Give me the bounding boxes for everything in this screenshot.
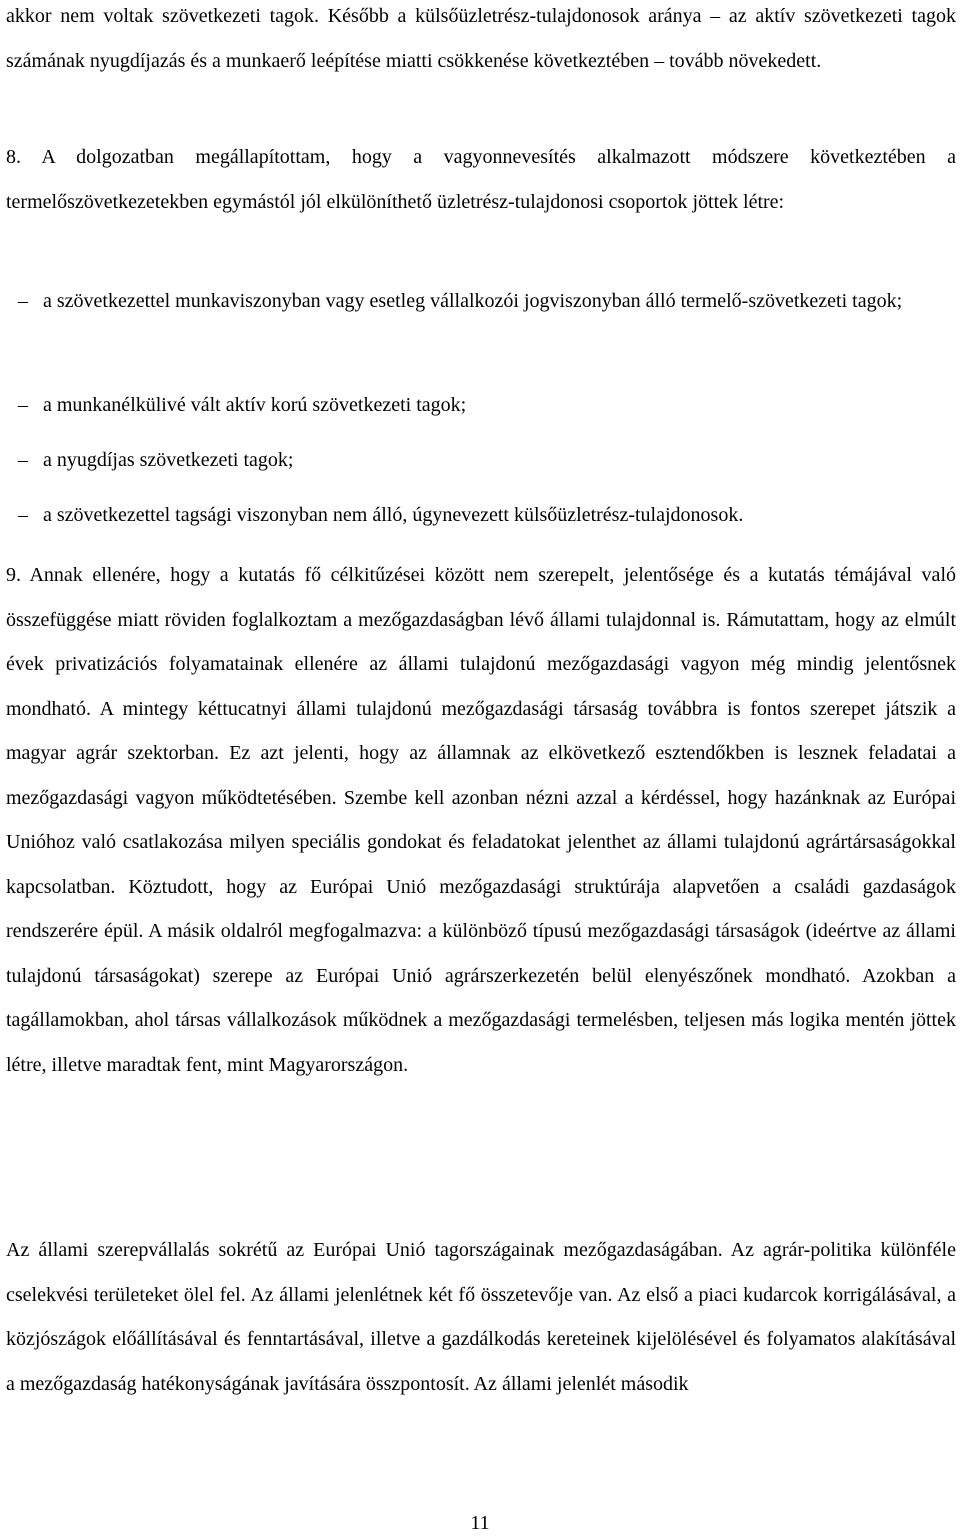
list-item-text: a szövetkezettel tagsági viszonyban nem álló, úgynevezett külsőüzletrész-tulajdonosok. [43,504,744,526]
dash-bullet: – [18,290,28,312]
list-item-text: a szövetkezettel munkaviszonyban vagy esetleg vállalkozói jogviszonyban álló termelő-szövetkezeti tagok; [43,290,903,312]
list-item-3 [18,438,956,483]
paragraph-9: 9. Annak ellenére, hogy a kutatás fő célkitűzései között nem szerepelt, jelentősége és a kutatás témájával való összefüggése miatt röviden foglalkoztam a mezőgazdaságban lévő állami tulajdonnal is. Rámutattam, hogy az elmúlt évek privatizációs folyamatainak ellenére az állami tulajdonú mezőgazdasági vagyon még mindig jelentősnek mondható. A mintegy kéttucatnyi állami tulajdonú mezőgazdasági társaság továbbra is fontos szerepet játszik a magyar agrár szektorban. Ez azt jelenti, hogy az államnak az elkövetkező esztendőkben is lesznek feladatai a mezőgazdasági vagyon működtetésében. Szembe kell azonban nézni azzal a kérdéssel, hogy hazánknak az Európai Unióhoz való csatlakozása milyen speciális gondokat és feladatokat jelenthet az állami tulajdonú agrártársaságokkal kapcsolatban. Köztudott, hogy az Európai Unió mezőgazdasági struktúrája alapvetően a családi gazdaságok rendszerére épül. A másik oldalról megfogalmazva: a különböző típusú mezőgazdasági társaságok (ideértve az állami tulajdonú társaságokat) szerepe az Európai Unió agrárszerkezetén belül elenyészőnek mondható. Azokban a tagállamokban, ahol társas vállalkozások működnek a mezőgazdasági termelésben, teljesen más logika mentén jöttek létre, illetve maradtak fent, mint Magyarországon. [6,564,956,1076]
dash-bullet: – [18,504,28,526]
list-item-4 [18,493,956,538]
list-item-2 [18,383,956,428]
list-item-1 [18,279,956,324]
paragraph-eu-role: Az állami szerepvállalás sokrétű az Európai Unió tagországainak mezőgazdaságában. Az agrár-politika különféle cselekvési területeket ölel fel. Az állami jelenlétnek két fő összetevője van. Az első a piaci kudarcok korrigálásával, a közjószágok előállításával és fenntartásával, illetve a gazdálkodás kereteinek kijelölésével és folyamatos alakításával a mezőgazdaság hatékonyságának javítására összpontosít. Az állami jelenlét második [6,1239,956,1395]
page-number: 11 [470,1512,490,1534]
paragraph-continuation: akkor nem voltak szövetkezeti tagok. Később a külsőüzletrész-tulajdonosok aránya – az aktív szövetkezeti tagok számának nyugdíjazás és a munkaerő leépítése miatti csökkenése következtében – tovább növekedett. [6,5,956,72]
dash-bullet: – [18,449,28,471]
list-item-text: a munkanélkülivé vált aktív korú szövetkezeti tagok; [43,394,467,416]
dash-bullet: – [18,394,28,416]
list-item-text: a nyugdíjas szövetkezeti tagok; [43,449,294,471]
paragraph-8: 8. A dolgozatban megállapítottam, hogy a vagyonnevesítés alkalmazott módszere következtében a termelőszövetkezetekben egymástól jól elkülöníthető üzletrész-tulajdonosi csoportok jöttek létre: [6,146,956,213]
